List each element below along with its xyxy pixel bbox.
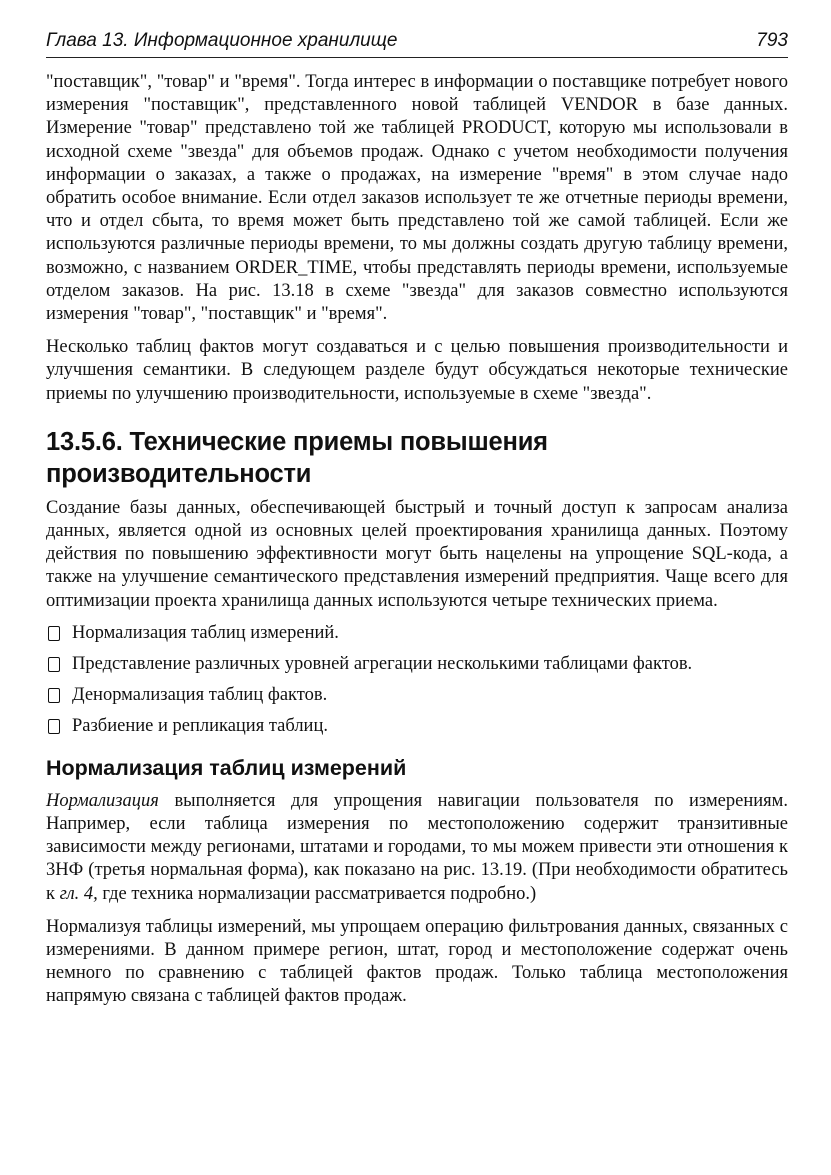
section-intro-paragraph: Создание базы данных, обеспечивающей быстрый и точный доступ к запросам анализа данных, является одной из основных целей проектирования хранилища данных. Поэтому действия по повышению эффективности могут быть нацелены на упрощение SQL-кода, а также на улучшение семантического представления измерений предприятия. Чаще всего для оптимизации проекта хранилища данных используются четыре технических приема. (46, 497, 788, 611)
chapter-reference: гл. 4, (59, 883, 98, 904)
square-bullet-icon (48, 657, 60, 672)
book-page (46, 30, 788, 1009)
technique-list (46, 622, 788, 738)
list-item: Нормализация таблиц измерений. (46, 622, 788, 645)
list-item: Разбиение и репликация таблиц. (46, 715, 788, 738)
subsection-heading: Нормализация таблиц измерений (46, 755, 407, 780)
section-heading: 13.5.6. Технические приемы повышения производительности (46, 427, 548, 488)
running-header (46, 30, 788, 58)
paragraph-vendor-dimension: "поставщик", "товар" и "время". Тогда интерес в информации о поставщике потребует нового измерения "поставщик", представленного новой таблицей VENDOR в базе данных. Измерение "товар" представлено той же таблицей PRODUCT, которую мы использовали в исходной схеме "звезда" для объемов продаж. Однако с учетом необходимости получения информации о заказах, а также о продажах, на измерение "время" в этом случае надо обратить особое внимание. Если отдел заказов использует те же отчетные периоды времени, что и отдел сбыта, то время может быть представлено той же самой таблицей. Если же используются различные периоды времени, то мы должны создать другую таблицу времени, возможно, с названием ORDER_TIME, чтобы представлять периоды времени, используемые отделом заказов. На рис. 13.18 в схеме "звезда" для заказов совместно используются измерения "товар", "поставщик" и "время". (46, 72, 788, 325)
square-bullet-icon (48, 688, 60, 703)
square-bullet-icon (48, 719, 60, 734)
term-normalization: Нормализация (46, 790, 159, 811)
paragraph-normalization: Нормализация выполняется для упрощения навигации пользователя по измерениям. Например, если таблица измерения по местоположению содержит транзитивные зависимости между регионами, штатами и городами, то мы можем привести эти отношения к 3НФ (третья нормальная форма), как показано на рис. 13.19. (При необходимости обратитесь к гл. 4, где техника нормализации рассматривается подробно.) (46, 790, 788, 904)
list-item: Денормализация таблиц фактов. (46, 684, 788, 707)
chapter-title: Глава 13. Информационное хранилище (46, 30, 398, 51)
page-number: 793 (756, 30, 788, 51)
square-bullet-icon (48, 626, 60, 641)
list-item: Представление различных уровней агрегации несколькими таблицами фактов. (46, 653, 788, 676)
paragraph-normalized-dimensions: Нормализуя таблицы измерений, мы упрощаем операцию фильтрования данных, связанных с измерениями. В данном примере регион, штат, город и местоположение содержат очень немного по сравнению с таблицей фактов продаж. Только таблица местоположения напрямую связана с таблицей фактов продаж. (46, 916, 788, 1007)
paragraph-multiple-fact-tables: Несколько таблиц фактов могут создаваться и с целью повышения производительности и улучшения семантики. В следующем разделе будут обсуждаться некоторые технические приемы по улучшению производительности, используемые в схеме "звезда". (46, 337, 788, 404)
